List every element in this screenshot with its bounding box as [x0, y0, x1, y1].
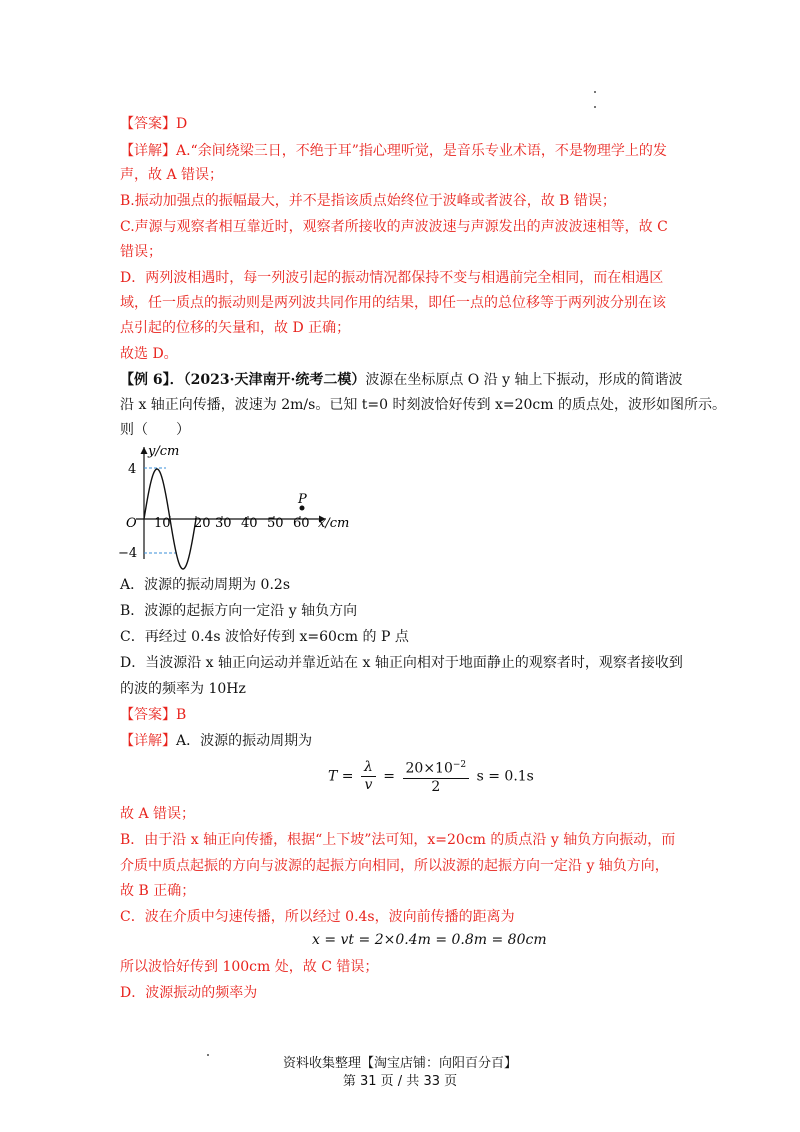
- detail-line: D．两列波相遇时，每一列波引起的振动情况都保持不变与相遇前完全相同，而在相遇区: [120, 270, 664, 286]
- detail2-line-a: [120, 731, 710, 751]
- answer-value: D: [176, 116, 188, 132]
- option-b: B．波源的起振方向一定沿 y 轴负方向: [120, 603, 358, 619]
- detail-line: 故选 D。: [120, 346, 178, 362]
- formula-tail: s = 0.1s: [476, 768, 534, 785]
- option-d-cont: 的波的频率为 10Hz: [120, 681, 246, 697]
- x-tick-label: 20: [194, 516, 211, 531]
- fraction-value: [403, 757, 470, 796]
- answer-tag: 【答案】: [120, 116, 176, 132]
- detail-text: A.“余间绕梁三日，不绝于耳”指心理听觉，是音乐专业术语，不是物理学上的发: [176, 143, 667, 159]
- answer-line-1: [120, 114, 710, 134]
- scan-dot: [594, 106, 596, 108]
- answer-line-2: [120, 705, 710, 725]
- x-tick-label: 40: [241, 516, 258, 531]
- option-c: C．再经过 0.4s 波恰好传到 x=60cm 的 P 点: [120, 629, 409, 645]
- x-axis-label: x/cm: [318, 516, 350, 531]
- detail2-b-line: 介质中质点起振的方向与波源的起振方向相同，所以波源的起振方向一定沿 y 轴负方向，: [120, 858, 669, 874]
- y-axis-label: y/cm: [148, 444, 180, 459]
- detail-tag: 【详解】: [120, 733, 176, 749]
- detail-text: A．波源的振动周期为: [176, 733, 313, 749]
- detail2-b-line: B．由于沿 x 轴正向传播，根据“上下坡”法可知，x=20cm 的质点沿 y 轴负方向振动，而: [120, 832, 676, 848]
- x-tick-label: 10: [154, 516, 171, 531]
- fraction-lambda-v: [361, 759, 376, 794]
- answer-tag: 【答案】: [120, 707, 176, 723]
- detail2-d-line: D．波源振动的频率为: [120, 985, 258, 1001]
- y-tick-label: −4: [118, 546, 138, 561]
- footer-source: 资料收集整理【淘宝店铺：向阳百分百】: [282, 1056, 517, 1071]
- detail-line: [120, 141, 710, 161]
- x-tick-label: 50: [267, 516, 284, 531]
- detail2-c-line: C．波在介质中匀速传播，所以经过 0.4s，波向前传播的距离为: [120, 909, 515, 925]
- point-p-label: P: [298, 492, 307, 507]
- fraction-num: [403, 757, 470, 779]
- detail2-after-c: 所以波恰好传到 100cm 处，故 C 错误；: [120, 959, 379, 975]
- origin-label: O: [126, 516, 137, 531]
- detail-tag: 【详解】: [120, 143, 176, 159]
- option-d: D．当波源沿 x 轴正向运动并靠近站在 x 轴正向相对于地面静止的观察者时，观察者接收到: [120, 655, 683, 671]
- y-tick-label: 4: [128, 462, 137, 477]
- formula-period: T = $\frac{\lambda}{v}$ = $\frac{20\times 10^{-2}}{2}$ s = 0.1s: [328, 758, 534, 795]
- answer-value: B: [176, 707, 187, 723]
- detail-line: C.声源与观察者相互靠近时，观察者所接收的声波波速与声源发出的声波波速相等，故 C: [120, 219, 668, 235]
- detail-line: 域，任一质点的振动则是两列波共同作用的结果，即任一点的总位移等于两列波分别在该: [120, 295, 666, 311]
- footer-page-number: 第 31 页 / 共 33 页: [342, 1074, 458, 1089]
- x-tick-label: 30: [215, 516, 232, 531]
- fraction-den: 2: [431, 778, 441, 795]
- detail2-after-a: 故 A 错误；: [120, 806, 196, 822]
- formula-T: T: [328, 768, 338, 785]
- formula-distance: x = vt = 2×0.4m = 0.8m = 80cm: [312, 932, 547, 948]
- x-tick-label: 60: [293, 516, 310, 531]
- example-stem: [120, 370, 710, 390]
- option-a: A．波源的振动周期为 0.2s: [120, 577, 291, 593]
- fraction-den: v: [364, 776, 373, 793]
- detail-line: 声，故 A 错误；: [120, 167, 224, 183]
- wave-graph: [110, 435, 360, 570]
- detail-line: 点引起的位移的矢量和，故 D 正确；: [120, 320, 351, 336]
- scan-dot: [594, 91, 596, 93]
- detail2-b-line: 故 B 正确；: [120, 883, 196, 899]
- fraction-num-base: 20×10: [405, 760, 453, 777]
- fraction-num-exp: −2: [452, 760, 467, 770]
- detail-line: 错误；: [120, 244, 162, 260]
- example-stem-1: 波源在坐标原点 O 沿 y 轴上下振动，形成的简谐波: [365, 372, 683, 388]
- example-stem-3: 则（ ）: [120, 422, 190, 438]
- example-stem-2: 沿 x 轴正向传播，波速为 2m/s。已知 t=0 时刻波恰好传到 x=20cm 的质点处，波形如图所示。: [120, 397, 726, 413]
- detail-line: B.振动加强点的振幅最大，并不是指该质点始终位于波峰或者波谷，故 B 错误；: [120, 193, 616, 209]
- example-label: 【例 6】．（2023·天津南开·统考二模）: [120, 372, 366, 388]
- fraction-num: λ: [361, 759, 376, 777]
